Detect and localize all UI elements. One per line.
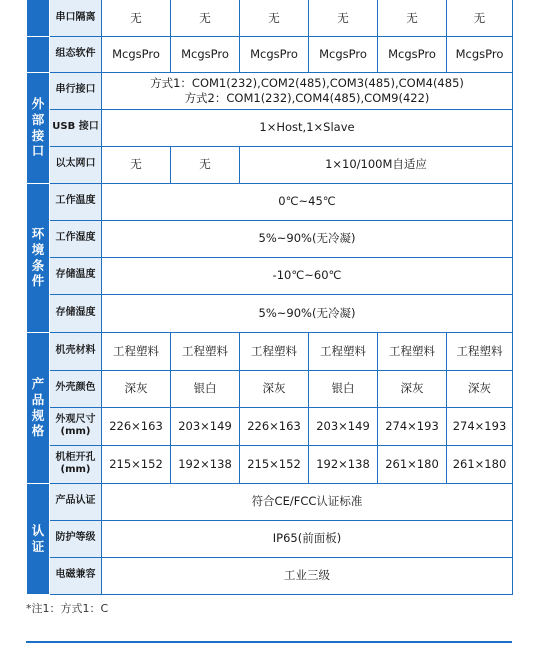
value-cell: 261×180: [447, 445, 513, 483]
label-product-cert: 产品认证: [50, 483, 102, 520]
value-cell: 深灰: [378, 370, 447, 407]
group-cell-top: [27, 36, 50, 72]
value-cell: 192×138: [171, 445, 240, 483]
label-emc: 电磁兼容: [50, 557, 102, 594]
value-cell: 深灰: [102, 370, 171, 407]
label-ethernet: 以太网口: [50, 146, 102, 183]
value-cell: McgsPro: [447, 36, 513, 72]
value-cell: 银白: [309, 370, 378, 407]
value-cell: McgsPro: [240, 36, 309, 72]
label-storage-humidity: 存储湿度: [50, 294, 102, 332]
value-cell: 工程塑料: [309, 332, 378, 370]
group-certification: 认 证: [27, 483, 50, 594]
storage-humidity-value: 5%~90%(无冷凝): [102, 294, 513, 332]
label-size: 外观尺寸 (mm): [50, 407, 102, 445]
value-cell: 深灰: [447, 370, 513, 407]
value-cell: McgsPro: [102, 36, 171, 72]
spec-table: [26, 0, 513, 595]
value-cell: McgsPro: [309, 36, 378, 72]
row-work-temp: [27, 183, 513, 220]
value-cell: 工程塑料: [378, 332, 447, 370]
row-config-software: [27, 36, 513, 72]
label-work-temp: 工作温度: [50, 183, 102, 220]
row-product-cert: [27, 483, 513, 520]
value-cell: 无: [102, 0, 171, 36]
label-config-software: 组态软件: [50, 36, 102, 72]
value-cell: 无: [309, 0, 378, 36]
usb-value: 1×Host,1×Slave: [102, 109, 513, 146]
label-material: 机壳材料: [50, 332, 102, 370]
label-serial-isolation: 串口隔离: [50, 0, 102, 36]
value-cell: 工程塑料: [171, 332, 240, 370]
label-work-humidity: 工作湿度: [50, 220, 102, 257]
value-cell: 215×152: [102, 445, 171, 483]
value-cell: 203×149: [309, 407, 378, 445]
value-cell: 工程塑料: [447, 332, 513, 370]
value-cell: 261×180: [378, 445, 447, 483]
storage-temp-value: -10℃~60℃: [102, 257, 513, 294]
row-protection: [27, 520, 513, 557]
group-external-interface: 外 部 接 口: [27, 72, 50, 183]
value-cell: McgsPro: [378, 36, 447, 72]
bottom-divider: [26, 641, 512, 643]
row-ethernet: [27, 146, 513, 183]
value-cell: 无: [171, 0, 240, 36]
serial-mode-2: 方式2：COM1(232),COM4(485),COM9(422): [184, 90, 430, 105]
row-emc: [27, 557, 513, 594]
protection-value: IP65(前面板): [102, 520, 513, 557]
value-cell: 工程塑料: [102, 332, 171, 370]
serial-mode-1: 方式1：COM1(232),COM2(485),COM3(485),COM4(485): [150, 76, 464, 91]
row-serial-isolation: [27, 0, 513, 36]
value-cell: 274×193: [447, 407, 513, 445]
label-protection: 防护等级: [50, 520, 102, 557]
row-cutout: [27, 445, 513, 483]
group-cell-top: [27, 0, 50, 36]
group-environment: 环 境 条 件: [27, 183, 50, 332]
value-cell: 无: [447, 0, 513, 36]
serial-interface-value: [102, 72, 513, 109]
value-cell: 无: [171, 146, 240, 183]
row-usb: [27, 109, 513, 146]
value-cell: 深灰: [240, 370, 309, 407]
row-color: [27, 370, 513, 407]
row-serial-interface: [27, 72, 513, 109]
value-cell: McgsPro: [171, 36, 240, 72]
value-cell: 银白: [171, 370, 240, 407]
work-temp-value: 0℃~45℃: [102, 183, 513, 220]
label-color: 外壳颜色: [50, 370, 102, 407]
value-cell: 无: [102, 146, 171, 183]
value-cell: 215×152: [240, 445, 309, 483]
row-material: [27, 332, 513, 370]
value-cell: 203×149: [171, 407, 240, 445]
value-cell: 工程塑料: [240, 332, 309, 370]
value-cell: 无: [378, 0, 447, 36]
value-cell: 192×138: [309, 445, 378, 483]
emc-value: 工业三级: [102, 557, 513, 594]
work-humidity-value: 5%~90%(无冷凝): [102, 220, 513, 257]
row-storage-humidity: [27, 294, 513, 332]
row-storage-temp: [27, 257, 513, 294]
label-storage-temp: 存储温度: [50, 257, 102, 294]
label-usb: USB 接口: [50, 109, 102, 146]
row-work-humidity: [27, 220, 513, 257]
group-specs: 产 品 规 格: [27, 332, 50, 483]
product-cert-value: 符合CE/FCC认证标准: [102, 483, 513, 520]
label-serial-interface: 串行接口: [50, 72, 102, 109]
value-cell: 226×163: [240, 407, 309, 445]
label-cutout: 机柜开孔 (mm): [50, 445, 102, 483]
value-cell: 无: [240, 0, 309, 36]
row-size: [27, 407, 513, 445]
ethernet-wide-value: 1×10/100M自适应: [240, 146, 513, 183]
value-cell: 274×193: [378, 407, 447, 445]
footnote: *注1：方式1：C: [26, 602, 109, 615]
value-cell: 226×163: [102, 407, 171, 445]
